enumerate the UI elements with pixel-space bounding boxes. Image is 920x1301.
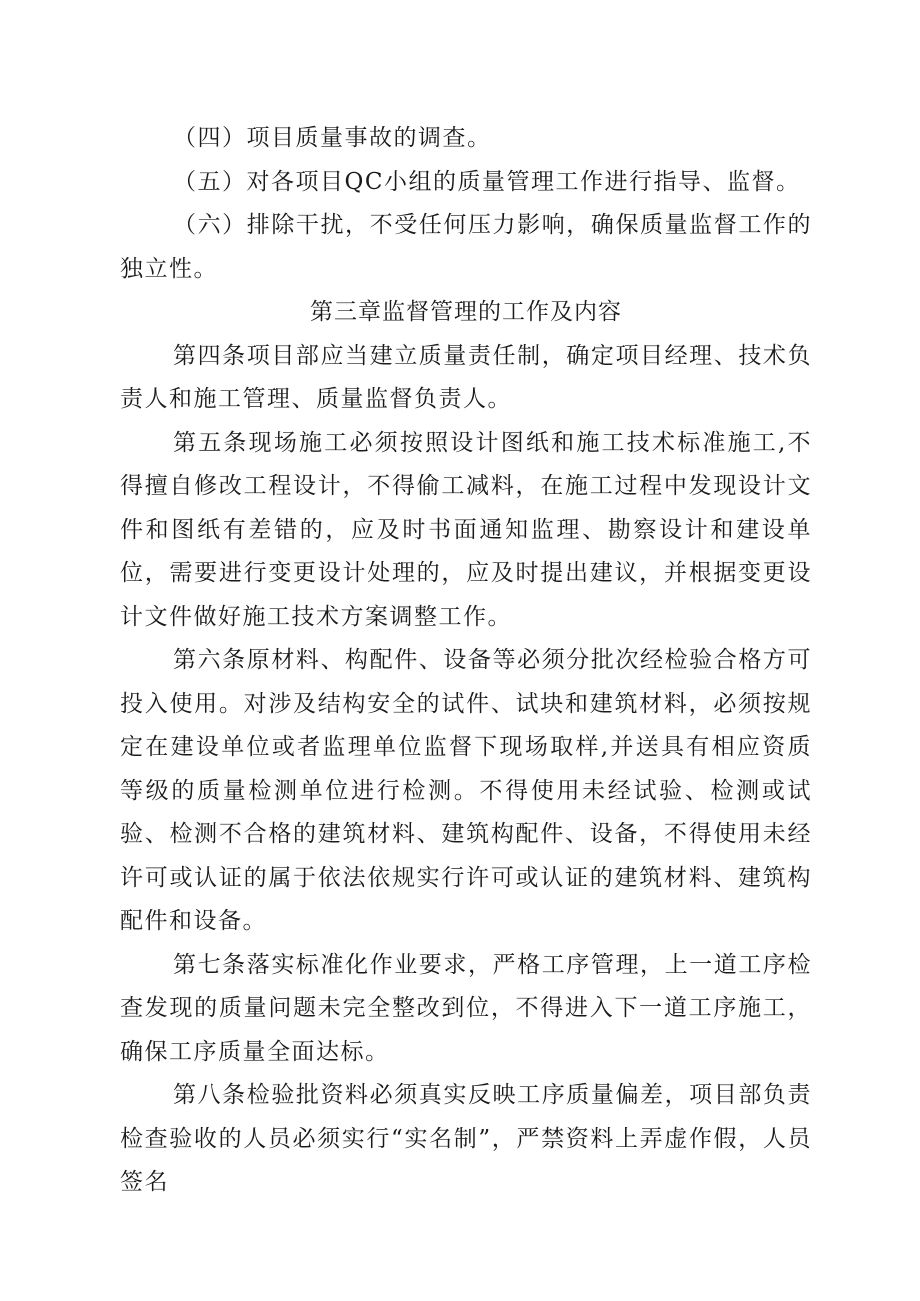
article-7: 第七条落实标准化作业要求，严格工序管理，上一道工序检查发现的质量问题未完全整改到位，不得进入下一道工序施工，确保工序质量全面达标。 bbox=[120, 951, 812, 1065]
article-8: 第八条检验批资料必须真实反映工序质量偏差，项目部负责检查验收的人员必须实行“实名制”，严禁资料上弄虚作假，人员签名 bbox=[120, 1082, 812, 1195]
chapter-heading: 第三章监督管理的工作及内容 bbox=[310, 299, 622, 325]
list-item-4: （四）项目质量事故的调查。 bbox=[173, 125, 492, 151]
document-body bbox=[120, 117, 812, 1205]
article-6: 第六条原材料、构配件、设备等必须分批次经检验合格方可投入使用。对涉及结构安全的试件、试块和建筑材料，必须按规定在建设单位或者监理单位监督下现场取样,并送具有相应资质等级的质量检测单位进行检测。不得使用未经试验、检测或试验、检测不合格的建筑材料、建筑构配件、设备，不得使用未经许可或认证的属于依法依规实行许可或认证的建筑材料、建筑构配件和设备。 bbox=[120, 647, 812, 934]
article-4: 第四条项目部应当建立质量责任制，确定项目经理、技术负责人和施工管理、质量监督负责人。 bbox=[120, 342, 812, 412]
list-item-5: （五）对各项目QC小组的质量管理工作进行指导、监督。 bbox=[173, 168, 801, 195]
article-5: 第五条现场施工必须按照设计图纸和施工技术标准施工,不得擅自修改工程设计，不得偷工减料，在施工过程中发现设计文件和图纸有差错的，应及时书面通知监理、勘察设计和建设单位，需要进行变更设计处理的，应及时提出建议，并根据变更设计文件做好施工技术方案调整工作。 bbox=[120, 429, 812, 630]
list-item-6: （六）排除干扰，不受任何压力影响，确保质量监督工作的独立性。 bbox=[120, 212, 812, 282]
